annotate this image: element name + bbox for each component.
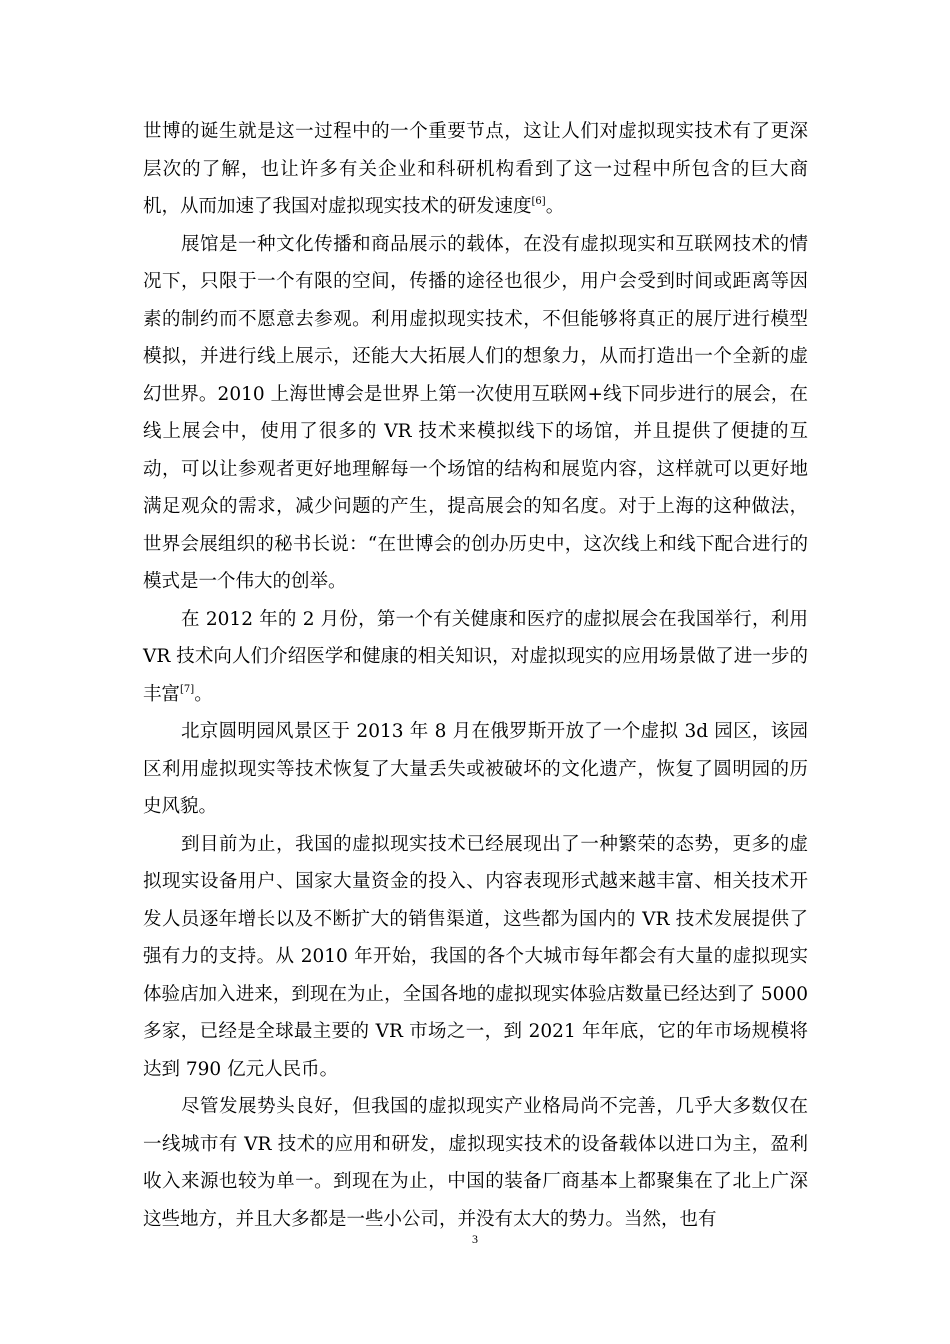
paragraph-text: 北京圆明园风景区于 2013 年 8 月在俄罗斯开放了一个虚拟 3d 园区，该园区利用虚拟现实等技术恢复了大量丢失或被破坏的文化遗产，恢复了圆明园的历史风貌。: [143, 721, 808, 817]
paragraph-tail: 。: [194, 683, 213, 705]
page-body: [143, 113, 808, 1238]
paragraph-tail: 。: [545, 196, 565, 217]
paragraph-health-expo: [143, 601, 808, 714]
paragraph-continuation: [143, 113, 808, 226]
paragraph-text: 到目前为止，我国的虚拟现实技术已经展现出了一种繁荣的态势，更多的虚拟现实设备用户、国家大量资金的投入、内容表现形式越来越丰富、相关技术开发人员逐年增长以及不断扩大的销售渠道，这些都为国内的 VR 技术发展提供了强有力的支持。从 2010 年开始，我国的各个大城市每年都会有大量的虚拟现实体验店加入进来，到现在为止，全国各地的虚拟现实体验店数量已经达到了 5000 多家，已经是全球最主要的 VR 市场之一，到 2021 年年底，它的年市场规模将达到 790 亿元人民币。: [143, 833, 808, 1080]
paragraph-text: 在 2012 年的 2 月份，第一个有关健康和医疗的虚拟展会在我国举行，利用 VR 技术向人们介绍医学和健康的相关知识，对虚拟现实的应用场景做了进一步的丰富: [143, 608, 808, 705]
paragraph-text: 世博的诞生就是这一过程中的一个重要节点，这让人们对虚拟现实技术有了更深层次的了解，也让许多有关企业和科研机构看到了这一过程中所包含的巨大商机，从而加速了我国对虚拟现实技术的研发速度: [143, 121, 808, 217]
paragraph-exhibition-hall: [143, 226, 808, 601]
paragraph-industry-pattern: [143, 1088, 808, 1238]
citation-7: [7]: [180, 683, 195, 695]
citation-6: [6]: [531, 196, 546, 207]
paragraph-text: 展馆是一种文化传播和商品展示的载体，在没有虚拟现实和互联网技术的情况下，只限于一个有限的空间，传播的途径也很少，用户会受到时间或距离等因素的制约而不愿意去参观。利用虚拟现实技术，不但能够将真正的展厅进行模型模拟，并进行线上展示，还能大大拓展人们的想象力，从而打造出一个全新的虚幻世界。2010 上海世博会是世界上第一次使用互联网+线下同步进行的展会，在线上展会中，使用了很多的 VR 技术来模拟线下的场馆，并且提供了便捷的互动，可以让参观者更好地理解每一个场馆的结构和展览内容，这样就可以更好地满足观众的需求，减少问题的产生，提高展会的知名度。对于上海的这种做法，世界会展组织的秘书长说：“在世博会的创办历史中，这次线上和线下配合进行的模式是一个伟大的创举。: [143, 233, 808, 592]
paragraph-yuanmingyuan: [143, 713, 808, 826]
paragraph-text: 尽管发展势头良好，但我国的虚拟现实产业格局尚不完善，几乎大多数仅在一线城市有 VR 技术的应用和研发，虚拟现实技术的设备载体以进口为主，盈利收入来源也较为单一。到现在为止，中国的装备厂商基本上都聚集在了北上广深这些地方，并且大多都是一些小公司，并没有太大的势力。当然，也有: [143, 1096, 808, 1230]
page-number: 3: [472, 1232, 478, 1246]
paragraph-vr-market: [143, 826, 808, 1089]
